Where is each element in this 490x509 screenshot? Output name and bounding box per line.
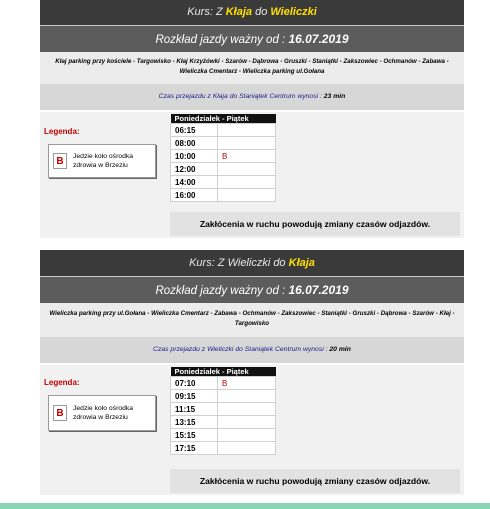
departure-note	[218, 429, 276, 442]
departure-time: 13:15	[171, 416, 218, 429]
departure-note	[218, 124, 276, 137]
route-1-travel-label: Czas przejazdu z Kłaja do Staniątek Centrum wynosi :	[158, 93, 324, 100]
route-2-timetable-header: Poniedziałek - Piątek	[171, 367, 276, 377]
departure-note: B	[218, 377, 276, 390]
departure-note	[218, 137, 276, 150]
route-2-timetable	[170, 367, 276, 455]
route-2-title	[40, 250, 464, 276]
departure-note	[218, 442, 276, 455]
route-2-travel-time	[40, 337, 464, 363]
route-2-valid-bar	[40, 276, 464, 303]
table-row	[171, 403, 276, 416]
route-1-title-to: Wieliczki	[270, 6, 317, 18]
departure-time: 14:00	[171, 176, 218, 189]
route-1-title-from: Kłaja	[225, 6, 253, 18]
departure-note	[218, 403, 276, 416]
route-2-legend-title: Legenda:	[44, 378, 80, 387]
route-1-legend-text-line-2: zdrowia w Brzeziu	[73, 162, 128, 169]
route-1-legend-text-line-1: Jedzie koło ośrodka	[73, 153, 134, 160]
route-2-schedule-panel	[40, 365, 464, 495]
route-1-schedule-panel	[40, 112, 464, 238]
route-1-valid-label: Rozkład jazdy ważny od :	[155, 34, 289, 46]
table-row	[171, 429, 276, 442]
route-1-legend-title: Legenda:	[44, 127, 80, 136]
route-1-travel-value: 23 min	[323, 93, 346, 100]
departure-time: 16:00	[171, 189, 218, 202]
table-row	[171, 442, 276, 455]
table-row	[171, 176, 276, 189]
route-1-title-mid: do	[252, 6, 271, 18]
departure-note	[218, 176, 276, 189]
route-1-title-prefix: Kurs: Z	[187, 6, 226, 18]
departure-time: 07:10	[171, 377, 218, 390]
route-2-title-to: Kłaja	[288, 257, 315, 269]
route-2-legend-text	[73, 404, 133, 422]
departure-note	[218, 189, 276, 202]
departure-time: 12:00	[171, 163, 218, 176]
route-1-legend-box	[48, 144, 156, 178]
table-row	[171, 137, 276, 150]
route-2-title-prefix: Kurs: Z Wieliczki do	[189, 257, 289, 269]
table-row	[171, 163, 276, 176]
route-1-notice: Zakłócenia w ruchu powodują zmiany czasów odjazdów.	[170, 212, 460, 236]
table-row	[171, 416, 276, 429]
departure-note	[218, 390, 276, 403]
route-2-travel-value: 20 min	[329, 346, 351, 353]
table-row	[171, 390, 276, 403]
departure-time: 15:15	[171, 429, 218, 442]
route-2-valid-label: Rozkład jazdy ważny od :	[155, 285, 289, 297]
route-2-legend-box	[48, 395, 156, 431]
route-1-travel-time	[40, 84, 464, 110]
departure-time: 06:15	[171, 124, 218, 137]
departure-time: 11:15	[171, 403, 218, 416]
route-2-notice: Zakłócenia w ruchu powodują zmiany czasów odjazdów.	[170, 469, 460, 493]
table-row	[171, 377, 276, 390]
route-2-travel-label: Czas przejazdu z Wieliczki do Staniątek Centrum wynosi :	[153, 346, 330, 353]
departure-time: 10:00	[171, 150, 218, 163]
route-1-legend-key: B	[53, 153, 67, 169]
route-2-legend-text-line-1: Jedzie koło ośrodka	[73, 405, 134, 412]
table-row	[171, 124, 276, 137]
route-2-block	[40, 250, 464, 495]
departure-time: 09:15	[171, 390, 218, 403]
route-1-timetable-header: Poniedziałek - Piątek	[171, 114, 276, 124]
departure-time: 08:00	[171, 137, 218, 150]
route-1-timetable	[170, 114, 276, 202]
route-2-valid-date: 16.07.2019	[288, 283, 349, 297]
departure-note	[218, 416, 276, 429]
route-1-valid-date: 16.07.2019	[288, 32, 349, 46]
route-2-stops: Wieliczka parking przy ul.Gołana - Wieliczka Cmentarz - Zabawa - Ochmanów - Zakszowiec - Staniątki - Gruszki - Dąbrowa - Szarów - Kłaj - Targowisko	[40, 303, 464, 337]
table-row	[171, 150, 276, 163]
departure-note	[218, 163, 276, 176]
route-1-valid-bar	[40, 25, 464, 52]
route-1-block	[40, 0, 464, 238]
table-row	[171, 189, 276, 202]
route-1-title	[40, 0, 464, 25]
route-2-legend-text-line-2: zdrowia w Brzeziu	[73, 414, 128, 421]
departure-time: 17:15	[171, 442, 218, 455]
bottom-accent-bar	[0, 503, 490, 509]
departure-note: B	[218, 150, 276, 163]
route-1-legend-text	[73, 152, 133, 170]
route-1-stops: Kłaj parking przy kościele - Targowisko - Kłaj Krzyżówki - Szarów - Dąbrowa - Gruszki - Staniątki - Zakszowiec - Ochmanów - Zabawa - Wieliczka Cmentarz - Wieliczka parking ul.Gołana	[40, 52, 464, 84]
route-2-legend-key: B	[53, 405, 67, 421]
